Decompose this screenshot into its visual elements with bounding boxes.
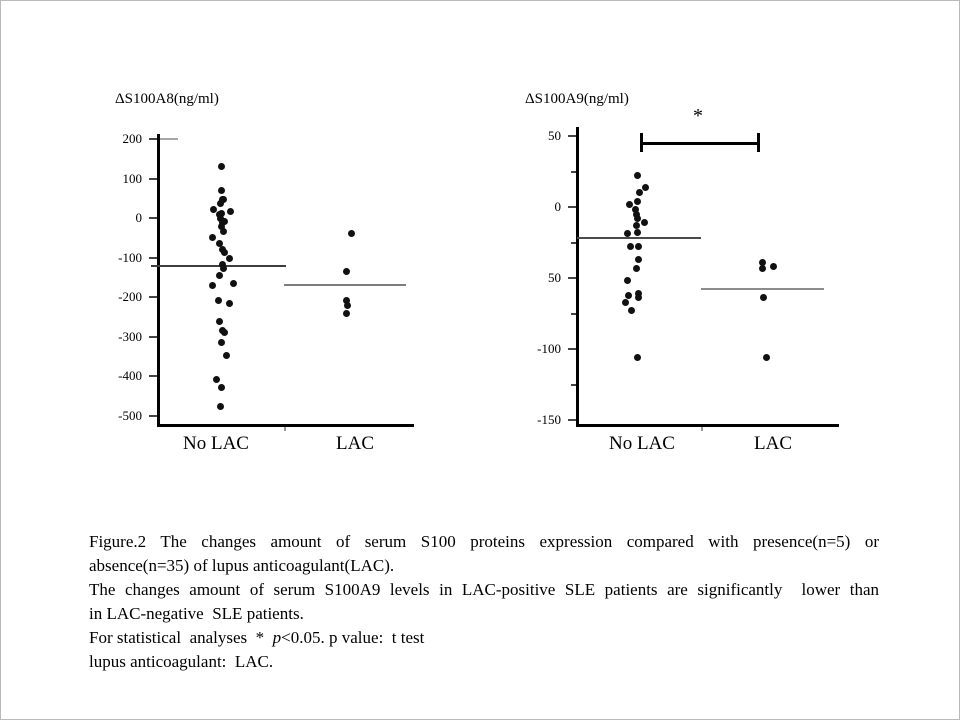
caption-segment: For statistical analyses * bbox=[89, 628, 273, 647]
y-tick-mark bbox=[568, 206, 576, 208]
sig-bracket-bar bbox=[641, 142, 759, 145]
sig-star: * bbox=[693, 105, 703, 127]
data-point bbox=[636, 189, 643, 196]
caption-segment-italic: p bbox=[272, 628, 282, 647]
y-tick-label: -400 bbox=[118, 368, 142, 384]
caption-line bbox=[89, 650, 879, 674]
y-minor-tick-mark bbox=[571, 242, 576, 244]
data-point bbox=[763, 354, 770, 361]
chart-title: ΔS100A8(ng/ml) bbox=[115, 91, 219, 107]
y-tick-label: -100 bbox=[537, 341, 561, 356]
caption-segment: in LAC-negative SLE patients. bbox=[89, 604, 304, 623]
data-point bbox=[628, 307, 635, 314]
data-point bbox=[635, 256, 642, 263]
data-point bbox=[634, 229, 641, 236]
y-minor-tick-mark bbox=[571, 171, 576, 173]
group-label: No LAC bbox=[183, 433, 249, 454]
x-mid-tick bbox=[701, 427, 703, 431]
caption-line bbox=[89, 626, 879, 650]
figure-area bbox=[1, 1, 960, 720]
caption-segment: The changes amount of serum S100A9 levels in LAC-positive SLE patients are significantly lower than bbox=[89, 580, 879, 599]
y-tick-mark bbox=[568, 348, 576, 350]
data-point bbox=[627, 243, 634, 250]
data-point bbox=[634, 172, 641, 179]
group-label: LAC bbox=[336, 433, 374, 454]
y-axis bbox=[576, 127, 579, 427]
figure-caption bbox=[89, 530, 879, 674]
y-tick-label: -300 bbox=[118, 328, 142, 344]
y-tick-label: -150 bbox=[537, 412, 561, 427]
mean-line bbox=[577, 237, 701, 239]
sig-bracket-cap-left bbox=[640, 133, 643, 152]
y-tick-mark bbox=[568, 419, 576, 421]
data-point bbox=[633, 265, 640, 272]
data-point bbox=[759, 265, 766, 272]
data-point bbox=[626, 201, 633, 208]
y-tick-label: -500 bbox=[118, 408, 142, 423]
data-point bbox=[642, 184, 649, 191]
y-tick-label: 200 bbox=[122, 131, 142, 146]
y-tick-label: 0 bbox=[135, 210, 142, 226]
y-tick-mark bbox=[568, 135, 576, 137]
data-point bbox=[625, 292, 632, 299]
data-point bbox=[635, 243, 642, 250]
y-tick-label: -200 bbox=[118, 289, 142, 305]
data-point bbox=[622, 299, 629, 306]
data-point bbox=[634, 215, 641, 222]
y-minor-tick-mark bbox=[571, 313, 576, 315]
data-point bbox=[624, 277, 631, 284]
caption-line bbox=[89, 530, 879, 554]
data-point bbox=[760, 294, 767, 301]
y-tick-label: -100 bbox=[118, 249, 142, 265]
caption-segment: lupus anticoagulant: LAC. bbox=[89, 652, 274, 671]
y-tick-label: 50 bbox=[548, 128, 561, 143]
y-tick-mark bbox=[568, 277, 576, 279]
y-tick-label: 50 bbox=[548, 270, 561, 285]
y-tick-label: 100 bbox=[122, 170, 142, 186]
group-label: LAC bbox=[754, 433, 792, 454]
sig-bracket-cap-right bbox=[757, 133, 760, 152]
data-point bbox=[635, 294, 642, 301]
caption-segment: <0.05. p value: t test bbox=[281, 628, 425, 647]
data-point bbox=[641, 219, 648, 226]
data-point bbox=[770, 263, 777, 270]
caption-segment: Figure.2 The changes amount of serum S100 proteins expression compared with presence(n=5) or bbox=[89, 532, 879, 551]
data-point bbox=[634, 198, 641, 205]
caption-line bbox=[89, 578, 879, 602]
mean-line bbox=[701, 288, 824, 290]
caption-segment: absence(n=35) of lupus anticoagulant(LAC). bbox=[89, 556, 395, 575]
caption-line bbox=[89, 554, 879, 578]
chart-title: ΔS100A9(ng/ml) bbox=[525, 91, 629, 107]
y-minor-tick-mark bbox=[571, 384, 576, 386]
group-label: No LAC bbox=[609, 433, 675, 454]
x-axis bbox=[576, 424, 839, 427]
data-point bbox=[634, 354, 641, 361]
caption-line bbox=[89, 602, 879, 626]
data-point bbox=[633, 222, 640, 229]
y-tick-label: 0 bbox=[554, 199, 561, 214]
